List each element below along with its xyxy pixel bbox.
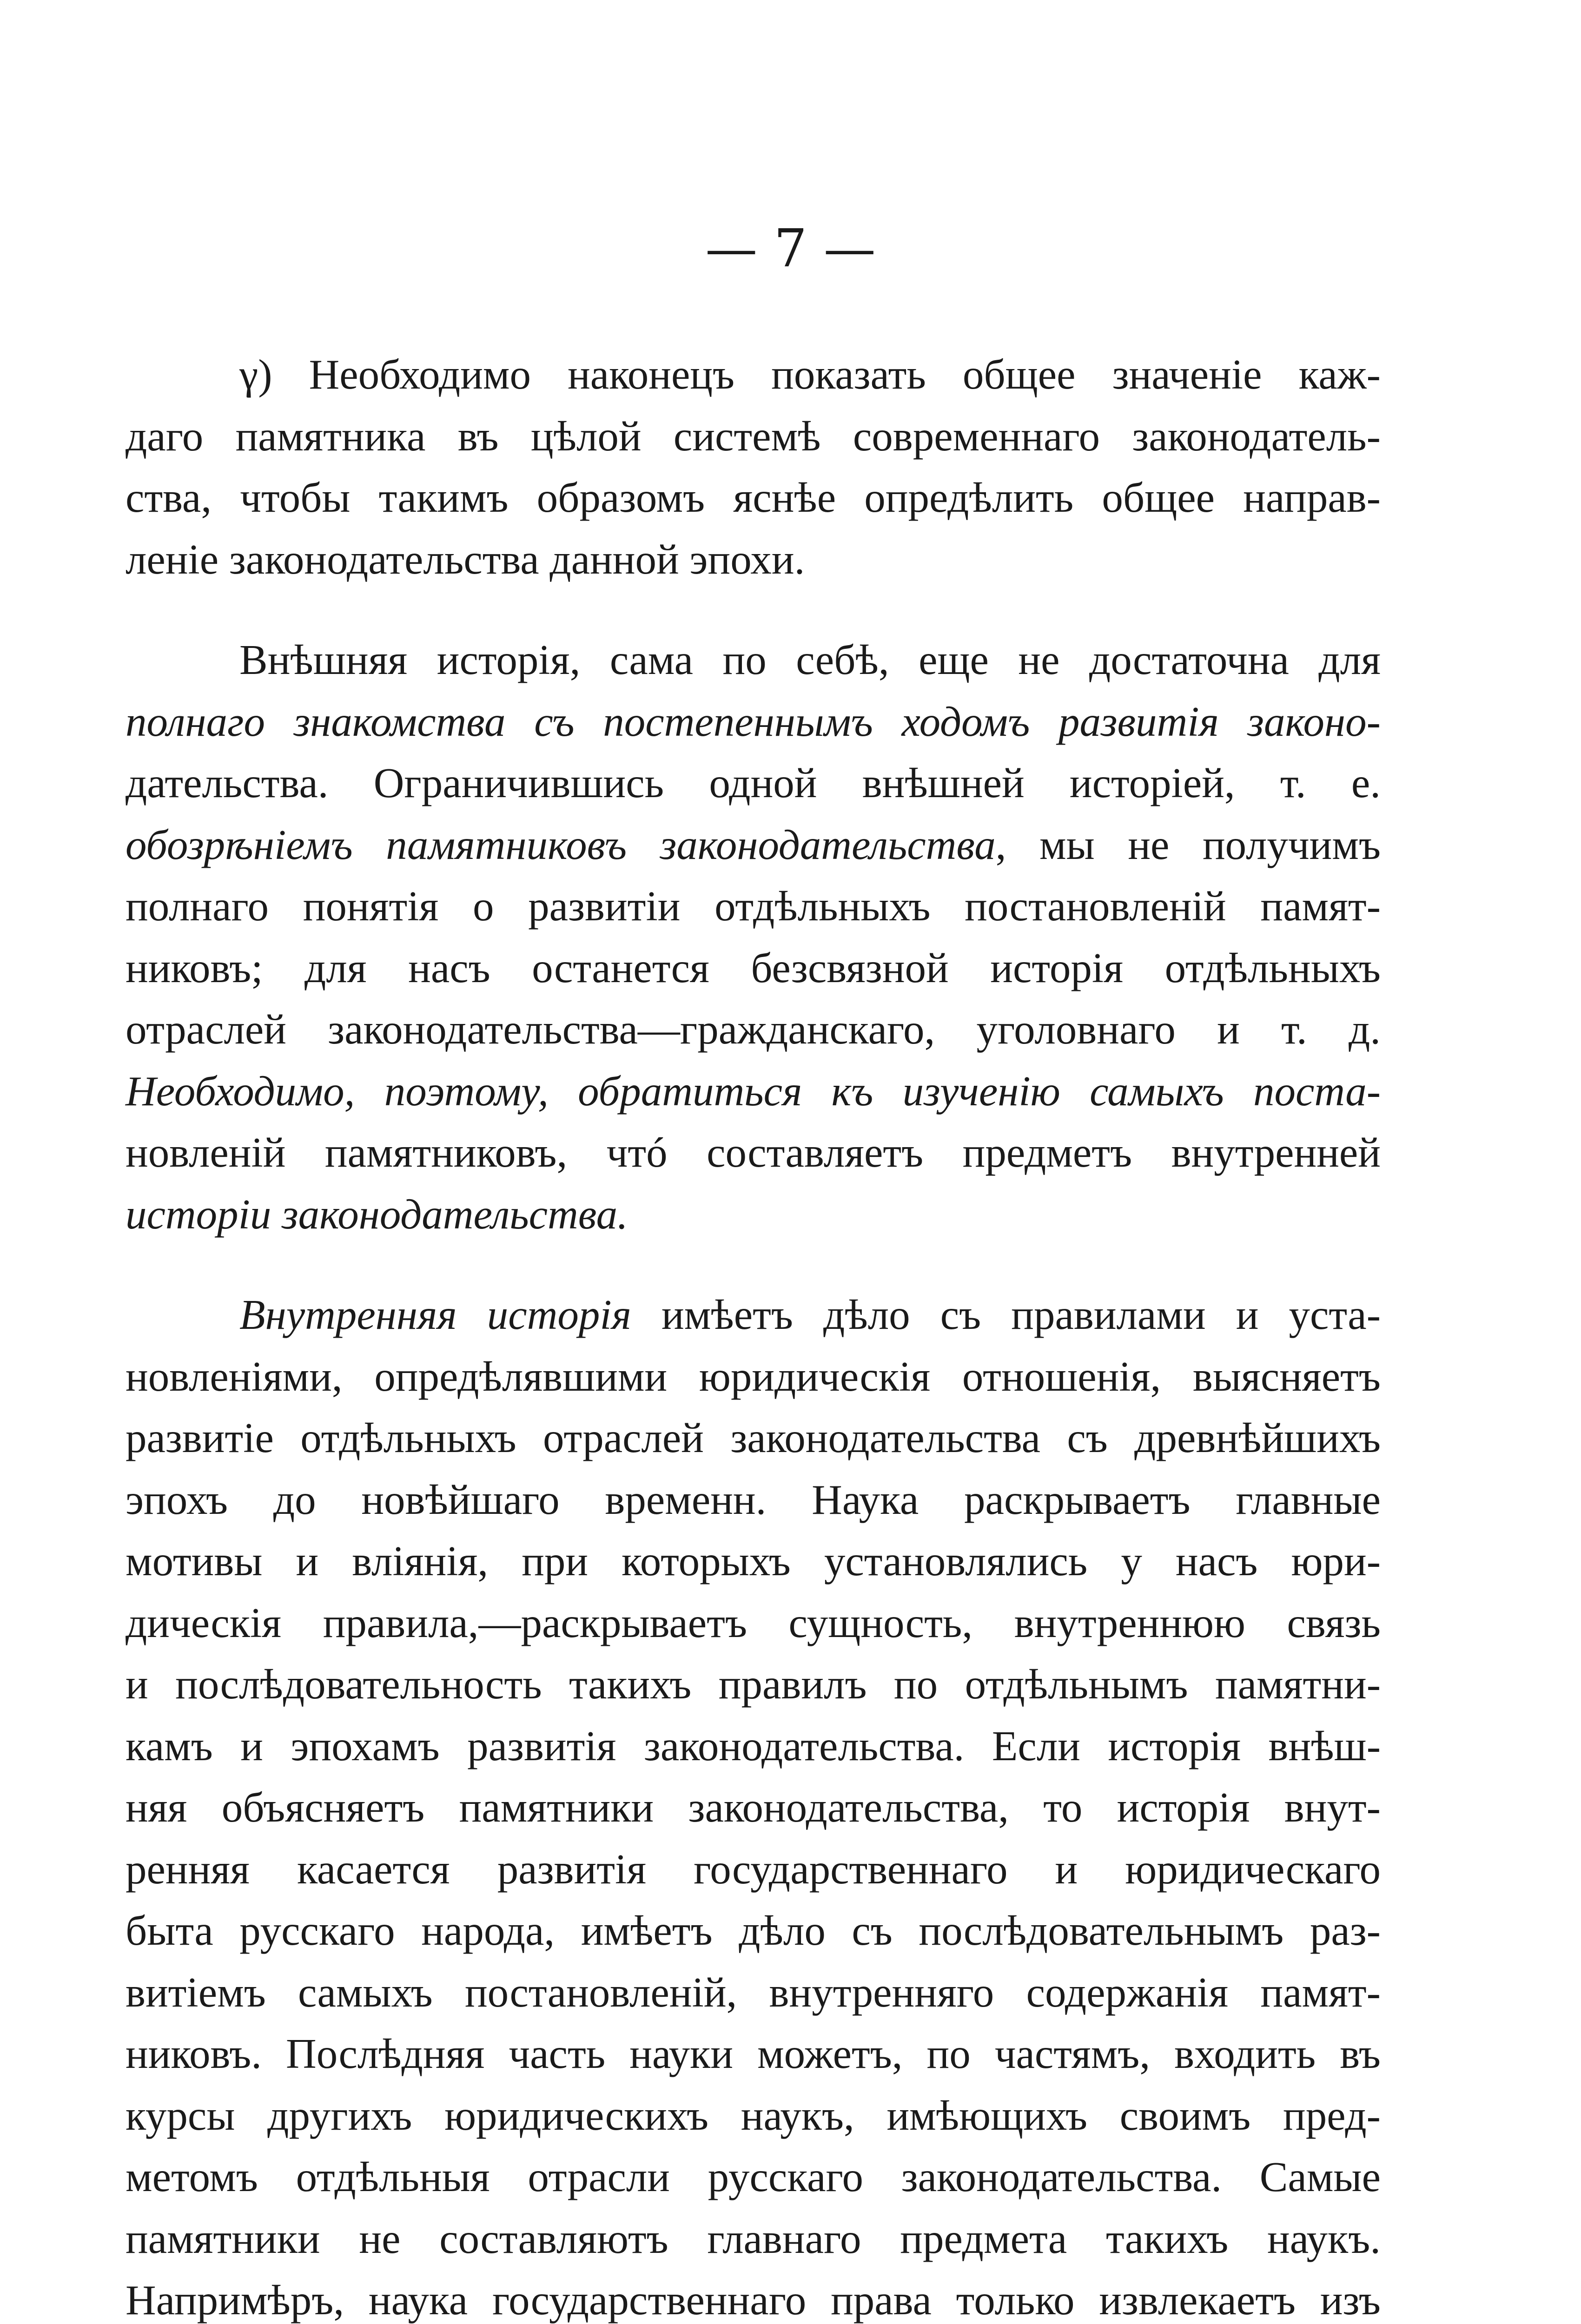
text-line (126, 1184, 1381, 1246)
text-line (126, 529, 1381, 591)
text-run: памятники не составляютъ главнаго предмета такихъ наукъ. (126, 2215, 1381, 2262)
text-line (126, 1122, 1381, 1184)
page-number: — 7 — (705, 218, 876, 279)
text-line (126, 1407, 1381, 1469)
text-line (126, 406, 1381, 468)
text-line (126, 1777, 1381, 1839)
text-run: новленій памятниковъ, чтó составляетъ предметъ внутренней (126, 1129, 1381, 1176)
italic-text: Внутренняя исторія (239, 1291, 631, 1338)
text-line (126, 1716, 1381, 1777)
text-run: γ) Необходимо наконецъ показать общее значеніе каж- (239, 351, 1381, 398)
text-line (126, 2208, 1381, 2270)
text-run: няя объясняетъ памятники законодательства, то исторія внут- (126, 1784, 1381, 1831)
paragraph (126, 1284, 1381, 2324)
text-run: даго памятника въ цѣлой системѣ современнаго законодатель- (126, 412, 1381, 460)
text-run: дательства. Ограничившись одной внѣшней исторіей, т. е. (126, 759, 1381, 806)
paragraph (126, 344, 1381, 590)
text-line (126, 1654, 1381, 1716)
text-run: леніе законодательства данной эпохи. (126, 535, 805, 583)
text-run: никовъ; для насъ останется безсвязной исторія отдѣльныхъ (126, 944, 1381, 991)
text-run: дическія правила,—раскрываетъ сущность, внутреннюю связь (126, 1599, 1381, 1646)
text-line (126, 2085, 1381, 2147)
text-line (126, 691, 1381, 753)
text-line (126, 1061, 1381, 1122)
text-run: Напримѣръ, наука государственнаго права только извлекаетъ изъ (126, 2277, 1381, 2324)
paragraph-gap (126, 1245, 1381, 1284)
text-run: отраслей законодательства—гражданскаго, уголовнаго и т. д. (126, 1006, 1381, 1053)
text-run: развитіе отдѣльныхъ отраслей законодательства съ древнѣйшихъ (126, 1414, 1381, 1461)
text-line (126, 876, 1381, 938)
text-line (126, 1592, 1381, 1654)
text-run: мотивы и вліянія, при которыхъ установлялись у насъ юри- (126, 1538, 1381, 1585)
text-run: и послѣдовательность такихъ правилъ по отдѣльнымъ памятни- (126, 1661, 1381, 1708)
text-line (126, 1284, 1381, 1346)
paragraph-gap (126, 590, 1381, 629)
text-line (126, 999, 1381, 1061)
text-run: камъ и эпохамъ развитія законодательства. Если исторія внѣш- (126, 1722, 1381, 1769)
text-run: никовъ. Послѣдняя часть науки можетъ, по частямъ, входить въ (126, 2030, 1381, 2077)
text-line (126, 2270, 1381, 2324)
text-line (126, 938, 1381, 999)
italic-text: полнаго знакомства съ постепеннымъ ходомъ развитія законо- (126, 698, 1381, 745)
text-run: Внѣшняя исторія, сама по себѣ, еще не достаточна для (239, 636, 1381, 683)
text-run: эпохъ до новѣйшаго временн. Наука раскрываетъ главные (126, 1476, 1381, 1523)
italic-text: исторіи законодательства. (126, 1190, 628, 1238)
text-line (126, 629, 1381, 691)
italic-text: обозрѣніемъ памятниковъ законодательства (126, 821, 996, 868)
text-run: метомъ отдѣльныя отрасли русскаго законодательства. Самые (126, 2153, 1381, 2200)
italic-text: Необходимо, поэтому, обратиться къ изученію самыхъ поста- (126, 1067, 1381, 1115)
text-line (126, 344, 1381, 406)
text-line (126, 1962, 1381, 2024)
text-run: витіемъ самыхъ постановленій, внутренняго содержанія памят- (126, 1968, 1381, 2016)
text-run: ства, чтобы такимъ образомъ яснѣе опредѣлить общее направ- (126, 474, 1381, 521)
text-line (126, 467, 1381, 529)
text-run: новленіями, опредѣлявшими юридическія отношенія, выясняетъ (126, 1353, 1381, 1400)
text-run: быта русскаго народа, имѣетъ дѣло съ послѣдовательнымъ раз- (126, 1907, 1381, 1954)
text-line (126, 1839, 1381, 1901)
text-line (126, 1346, 1381, 1408)
text-line (126, 1900, 1381, 1962)
paragraph (126, 629, 1381, 1245)
text-run: имѣетъ дѣло съ правилами и уста- (631, 1291, 1381, 1338)
text-line (126, 2146, 1381, 2208)
text-line (126, 1531, 1381, 1592)
body-text (126, 344, 1381, 2324)
text-line (126, 2023, 1381, 2085)
text-line (126, 1469, 1381, 1531)
text-line (126, 753, 1381, 814)
text-line (126, 814, 1381, 876)
text-run: , мы не получимъ (995, 821, 1381, 868)
text-run: ренняя касается развитія государственнаго и юридическаго (126, 1845, 1381, 1893)
text-run: полнаго понятія о развитіи отдѣльныхъ постановленій памят- (126, 883, 1381, 930)
text-run: курсы другихъ юридическихъ наукъ, имѣющихъ своимъ пред- (126, 2092, 1381, 2139)
